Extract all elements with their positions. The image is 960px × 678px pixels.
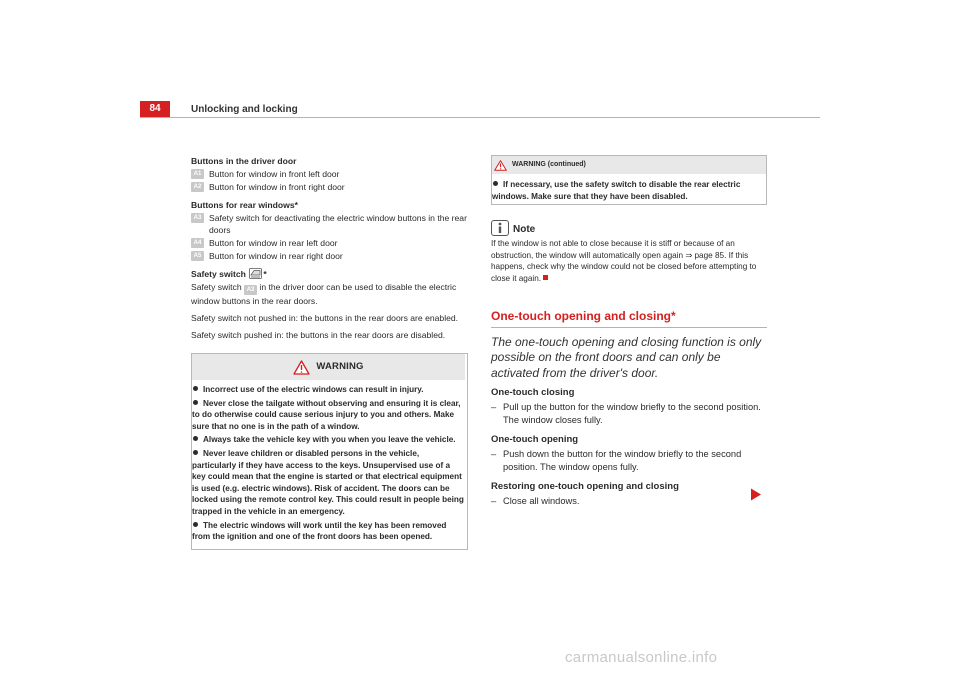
legend-item [191,168,468,180]
note-info-icon [491,220,509,236]
warning-title: WARNING [316,361,364,372]
pushed-text: Safety switch pushed in: the buttons in the rear doors are disabled. [191,330,446,340]
chapter-title: Unlocking and locking [191,104,298,115]
warning-header [192,354,465,380]
section-title: One-touch opening and closing* [491,309,767,328]
driver-door-title: Buttons in the driver door [191,156,297,166]
opening-step: – Push down the button for the window briefly to the second position. The window opens fully. [491,449,742,473]
rear-windows-title: Buttons for rear windows* [191,200,298,210]
warning-continued-text: If necessary, use the safety switch to disable the rear electric windows. Make sure that they have been disabled. [492,180,741,201]
safety-description [191,281,468,307]
restore-step: – Close all windows. [491,496,580,507]
warning-box [191,353,468,550]
page-number: 84 [140,101,170,117]
warning-continued-header [492,156,766,174]
legend-item [191,181,468,193]
callout-badge: A5 [191,251,204,261]
legend-text: Safety switch for deactivating the electric window buttons in the rear doors [209,213,467,235]
warning-triangle-icon [494,160,507,171]
safety-title-text: Safety switch [191,269,246,279]
safety-switch-title [191,268,468,280]
callout-badge: A4 [191,238,204,248]
callout-badge: A3 [191,213,204,223]
note-text: If the window is not able to close because it is stiff or because of an obstruction, the window will automatically open again ⇒ page 85. If this happens, check why the window could not be closed before attempting to close it again. [491,239,757,283]
warning-continued-box [491,155,767,205]
legend-item [191,237,468,249]
list-item: Always take the vehicle key with you when you leave the vehicle. [192,434,465,446]
end-mark-icon [543,275,548,280]
legend-text: Button for window in front left door [209,169,340,179]
list-item: Never leave children or disabled persons in the vehicle, particularly if they have access to the keys. Unsupervised use of a key could mean that the engine is started or that electrical equipment is used (e.g. electric windows). Risk of accident. The doors can be locked using the remote control key. This could result in people being trapped in the vehicle in an emergency. [192,448,464,516]
note-header [491,220,767,236]
legend-item [191,212,468,236]
legend-text: Button for window in rear left door [209,238,338,248]
warning-continued-title: WARNING (continued) [512,161,586,168]
warning-triangle-icon [293,360,310,375]
left-column [191,155,468,550]
legend-item [191,250,468,262]
note-title: Note [513,224,536,236]
callout-badge: A3 [244,285,257,295]
closing-step: – Pull up the button for the window briefly to the second position. The window closes fully. [491,402,761,426]
asterisk: * [263,269,267,279]
callout-badge: A1 [191,169,204,179]
legend-text: Button for window in front right door [209,182,345,192]
not-pushed-text: Safety switch not pushed in: the buttons in the rear doors are enabled. [191,313,459,323]
watermark: carmanualsonline.info [565,649,718,666]
right-column [491,155,767,515]
closing-title: One-touch closing [491,387,575,399]
list-item: The electric windows will work until the key has been removed from the ignition and one of the front doors has been opened. [192,520,447,542]
list-item: Incorrect use of the electric windows can result in injury. [192,384,465,396]
warning-list [192,384,465,543]
text: in the driver door can be used to disable the electric window buttons in the rear doors. [191,282,457,306]
section-intro: The one-touch opening and closing function is only possible on the front doors and can only be activated from the driver's door. [491,334,762,380]
callout-badge: A2 [191,182,204,192]
next-page-arrow-icon [750,488,762,501]
opening-title: One-touch opening [491,434,579,446]
restore-title: Restoring one-touch opening and closing [491,481,679,493]
list-item: Never close the tailgate without observing and ensuring it is clear, to do otherwise could cause serious injury to you and others. Make sure that no one is in the path of a window. [192,398,461,431]
legend-text: Button for window in rear right door [209,251,343,261]
window-lock-icon [249,268,262,279]
text: Safety switch [191,282,242,292]
